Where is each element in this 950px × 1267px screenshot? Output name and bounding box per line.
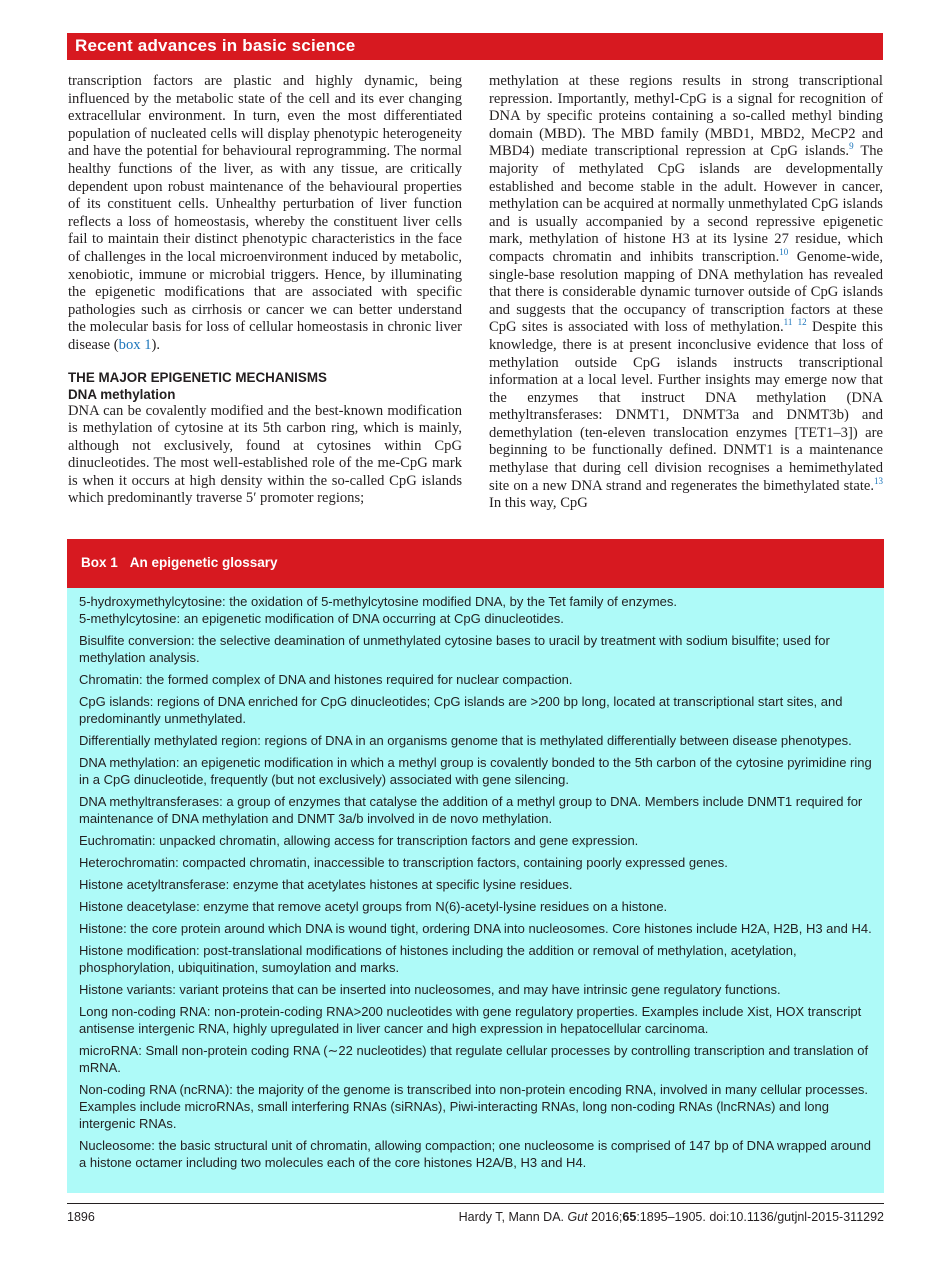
reference-link[interactable]: 12 — [797, 317, 807, 328]
left-column — [68, 73, 462, 508]
glossary-entry: Histone acetyltransferase: enzyme that acetylates histones at specific lysine residues. — [79, 877, 573, 892]
paragraph-text: transcription factors are plastic and highly dynamic, being influenced by the metabolic state of the cell and its ever changing extracellular environment. In turn, even the most differentiated population of nucleated cells will display phenotypic heterogeneity and have the potential for behavioural reprogramming. The normal healthy functions of the liver, as with any tissue, are critically dependent upon robust maintenance of the behavioural properties of its constituent cells. Unhealthy perturbation of liver function reflects a loss of homeostasis, whereby the constituent liver cells fail to maintain their distinct phenotypic characteristics in the face of challenges in the local microenvironment induced by metabolic, xenobiotic, immune or microbial triggers. Hence, by illuminating the epigenetic modifications that are associated with specific pathologies such as cirrhosis or cancer we can better understand the molecular basis for loss of cellular homeostasis in chronic liver disease ( — [68, 73, 462, 353]
glossary-entry: Histone modification: post-translational modifications of histones including the addition or removal of methylation, acetylation, phosphorylation, ubiquitination, sumoylation and marks. — [79, 943, 797, 975]
glossary-entry: Histone deacetylase: enzyme that remove acetyl groups from N(6)-acetyl-lysine residues on a histone. — [79, 899, 668, 914]
body-paragraph: DNA can be covalently modified and the best-known modification is methylation of cytosine at its 5th carbon ring, which is mainly, although not exclusively, found at cytosines within CpG dinucleotides. The most well-established role of the me-CpG mark is when it occurs at high density within the so-called CpG islands which predominantly traverse 5′ promoter regions; — [68, 402, 462, 507]
box-number: Box 1 — [81, 555, 118, 570]
reference-link[interactable]: 13 — [874, 475, 883, 486]
box-1-link[interactable]: box 1 — [118, 336, 152, 353]
section-heading: THE MAJOR EPIGENETIC MECHANISMS — [68, 369, 327, 385]
paragraph-text: methylation at these regions results in strong transcriptional repression. Importantly, methyl-CpG is a signal for recognition of DNA by specific proteins containing a so-called methyl binding domain (MBD). The MBD family (MBD1, MBD2, MeCP2 and MBD4) mediate transcriptional repression at CpG islands. — [489, 73, 883, 160]
glossary-entry: 5-hydroxymethylcytosine: the oxidation of 5-methylcytosine modified DNA, by the Tet family of enzymes. 5-methylcytosine: an epigenetic modification of DNA occurring at CpG dinucleotides. — [79, 594, 678, 626]
glossary-box-header — [67, 539, 884, 588]
subsection-heading: DNA methylation — [68, 386, 176, 402]
reference-link[interactable]: 11 — [783, 317, 793, 328]
glossary-entry: Nucleosome: the basic structural unit of chromatin, allowing compaction; one nucleosome is comprised of 147 bp of DNA wrapped around a histone octamer including two molecules each of the core histones H2A/B, H3 and H4. — [79, 1138, 871, 1170]
section-banner — [67, 33, 883, 60]
glossary-box-title — [81, 555, 278, 570]
right-column — [489, 73, 883, 513]
glossary-box — [67, 539, 884, 1193]
box-title-text: An epigenetic glossary — [129, 555, 278, 570]
body-paragraph — [68, 73, 462, 355]
glossary-entry: Long non-coding RNA: non-protein-coding RNA>200 nucleotides with gene regulatory properties. Examples include Xist, HOX transcript antisense intergenic RNA, highly upregulated in liver cancer and high expression in hepatocellular carcinoma. — [79, 1004, 862, 1036]
glossary-entry: Heterochromatin: compacted chromatin, inaccessible to transcription factors, containing poorly expressed genes. — [79, 855, 728, 870]
glossary-entry: Histone variants: variant proteins that can be inserted into nucleosomes, and may have intrinsic gene regulatory functions. — [79, 982, 781, 997]
citation-journal: Gut — [567, 1210, 588, 1224]
glossary-entry: Chromatin: the formed complex of DNA and histones required for nuclear compaction. — [79, 672, 573, 687]
citation-footer — [459, 1210, 884, 1224]
citation-year: 2016; — [587, 1210, 623, 1224]
paragraph-text: The majority of methylated CpG islands are developmentally established and become stable in the adult. However in cancer, methylation can be acquired at normally unmethylated CpG islands and is usually accompanied by a second repressive epigenetic mark, methylation of histone H3 at its lysine 27 residue, which compacts chromatin and inhibits transcription. — [489, 143, 884, 265]
glossary-entry: microRNA: Small non-protein coding RNA (∼22 nucleotides) that regulate cellular processes by controlling transcription and translation of mRNA. — [79, 1043, 869, 1075]
page-number: 1896 — [67, 1210, 95, 1224]
glossary-entry: DNA methyltransferases: a group of enzymes that catalyse the addition of a methyl group to DNA. Members include DNMT1 required for maintenance of DNA methylation and DNMT 3a/b involved in de novo methylation. — [79, 794, 863, 826]
glossary-entry: Histone: the core protein around which DNA is wound tight, ordering DNA into nucleosomes. Core histones include H2A, H2B, H3 and H4. — [79, 921, 872, 936]
paragraph-text: In this way, CpG — [489, 495, 588, 512]
glossary-entry: Differentially methylated region: regions of DNA in an organisms genome that is methylated differentially between disease phenotypes. — [79, 733, 852, 748]
footer-divider — [67, 1203, 884, 1204]
glossary-entry: Euchromatin: unpacked chromatin, allowing access for transcription factors and gene expression. — [79, 833, 639, 848]
paragraph-text: Despite this knowledge, there is at present inconclusive evidence that loss of methylation outside CpG islands instructs transcriptional information at a local level. Further insights may emerge now that the enzymes that instruct DNA methylation (DNA methyltransferases: DNMT1, DNMT3a and DNMT3b) and demethylation (ten-eleven translocation enzymes [TET1–3]) are beginning to be functionally defined. DNMT1 is a maintenance methylase that during cell division recognises a hemimethylated site on a new DNA strand and regenerates the bimethylated state. — [489, 319, 883, 494]
citation-authors: Hardy T, Mann DA. — [458, 1210, 568, 1224]
body-paragraph — [489, 73, 883, 513]
reference-link[interactable]: 10 — [779, 246, 789, 257]
citation-volume: 65 — [622, 1210, 637, 1224]
glossary-entry: DNA methylation: an epigenetic modification in which a methyl group is covalently bonded to the 5th carbon of the cytosine pyrimidine ring in a CpG dinucleotide, frequently (but not exclusively) associated with gene silencing. — [79, 755, 872, 787]
citation-doi: :1895–1905. doi:10.1136/gutjnl-2015-311292 — [636, 1210, 884, 1224]
reference-link[interactable]: 9 — [849, 141, 854, 152]
paragraph-text-end: ). — [151, 336, 161, 353]
glossary-entry: Bisulfite conversion: the selective deamination of unmethylated cytosine bases to uracil by treatment with sodium bisulfite; used for methylation analysis. — [79, 633, 830, 665]
glossary-list — [79, 593, 879, 1176]
section-banner-title: Recent advances in basic science — [75, 36, 356, 55]
glossary-entry: Non-coding RNA (ncRNA): the majority of the genome is transcribed into non-protein encoding RNA, involved in many cellular processes. Examples include microRNAs, small interfering RNAs (siRNAs), Piwi-interacting RNAs, long non-coding RNAs (lncRNAs) and long intergenic RNAs. — [79, 1082, 869, 1131]
glossary-entry: CpG islands: regions of DNA enriched for CpG dinucleotides; CpG islands are >200 bp long, located at transcriptional start sites, and predominantly unmethylated. — [79, 694, 843, 726]
paragraph-text: Genome-wide, single-base resolution mapping of DNA methylation has revealed that there is considerable dynamic turnover outside of CpG islands and suggests that the occupancy of transcription factors at these CpG sites is associated with loss of methylation. — [489, 248, 884, 336]
